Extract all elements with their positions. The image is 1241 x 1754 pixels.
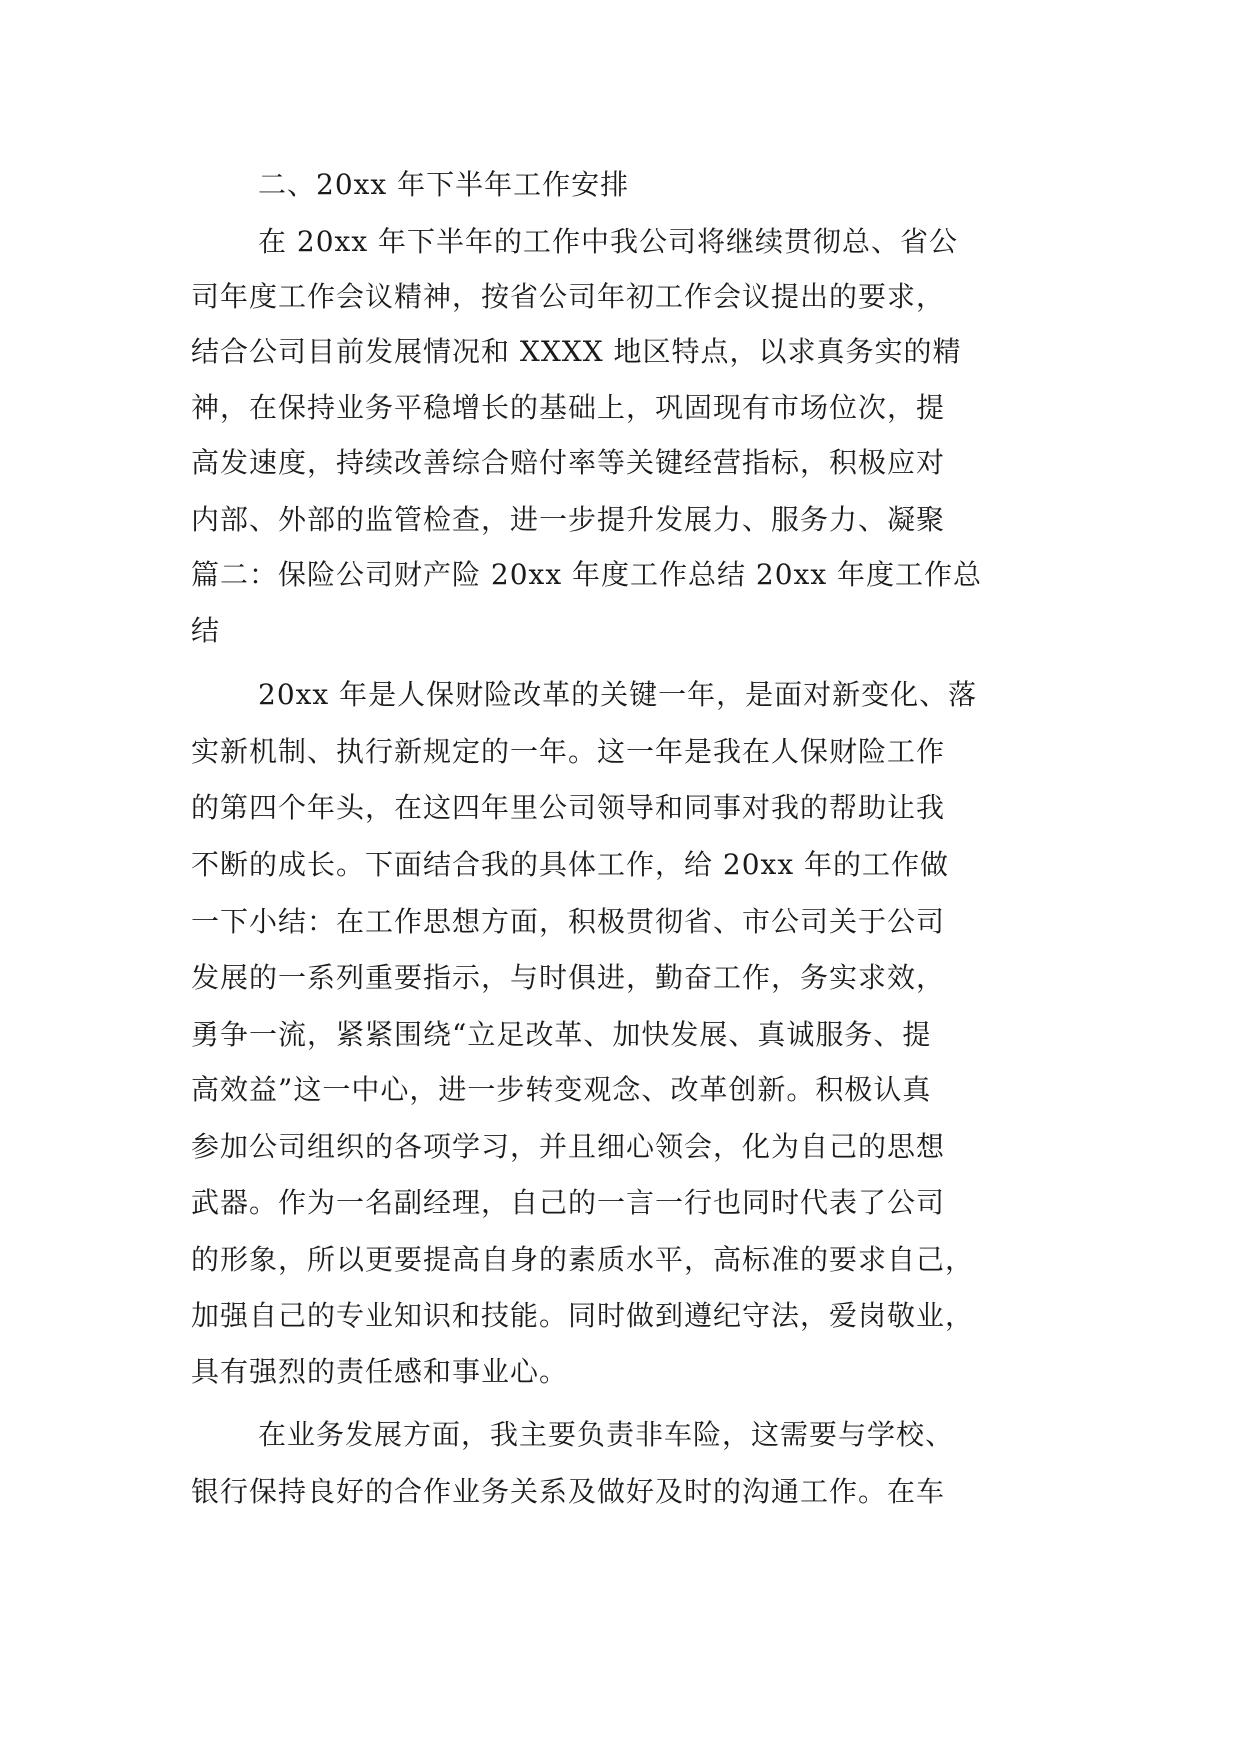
text-line: 内部、外部的监管检查，进一步提升发展力、服务力、凝聚 xyxy=(191,503,946,536)
text-line: 的第四个年头，在这四年里公司领导和同事对我的帮助让我 xyxy=(191,791,946,824)
article-title-line: 篇二：保险公司财产险 20xx 年度工作总结 20xx 年度工作总 xyxy=(191,558,983,591)
text-line: 高发速度，持续改善综合赔付率等关键经营指标，积极应对 xyxy=(191,446,946,479)
text-line: 发展的一系列重要指示，与时俱进，勤奋工作，务实求效， xyxy=(191,961,946,994)
section-heading: 二、20xx 年下半年工作安排 xyxy=(258,168,630,201)
text-line: 不断的成长。下面结合我的具体工作，给 20xx 年的工作做 xyxy=(191,848,950,881)
text-line: 参加公司组织的各项学习，并且细心领会，化为自己的思想 xyxy=(191,1130,946,1163)
text-line: 结合公司目前发展情况和 XXXX 地区特点，以求真务实的精 xyxy=(191,335,962,368)
text-line: 神，在保持业务平稳增长的基础上，巩固现有市场位次，提 xyxy=(191,391,946,424)
text-line: 在业务发展方面，我主要负责非车险，这需要与学校、 xyxy=(258,1418,955,1451)
text-line: 高效益”这一中心，进一步转变观念、改革创新。积极认真 xyxy=(191,1073,932,1106)
text-line: 的形象，所以更要提高自身的素质水平，高标准的要求自己， xyxy=(191,1243,975,1276)
text-line: 一下小结：在工作思想方面，积极贯彻省、市公司关于公司 xyxy=(191,905,946,938)
text-line: 司年度工作会议精神，按省公司年初工作会议提出的要求， xyxy=(191,280,946,313)
text-line: 勇争一流，紧紧围绕“立足改革、加快发展、真诚服务、提 xyxy=(191,1018,932,1051)
text-line: 在 20xx 年下半年的工作中我公司将继续贯彻总、省公 xyxy=(258,225,959,258)
text-line: 银行保持良好的合作业务关系及做好及时的沟通工作。在车 xyxy=(191,1475,946,1508)
text-line: 实新机制、执行新规定的一年。这一年是我在人保财险工作 xyxy=(191,735,946,768)
article-title-line: 结 xyxy=(191,614,221,647)
text-line: 武器。作为一名副经理，自己的一言一行也同时代表了公司 xyxy=(191,1186,946,1219)
text-line: 加强自己的专业知识和技能。同时做到遵纪守法，爱岗敬业， xyxy=(191,1299,975,1332)
text-line: 20xx 年是人保财险改革的关键一年，是面对新变化、落 xyxy=(258,678,978,711)
text-line: 具有强烈的责任感和事业心。 xyxy=(191,1355,569,1388)
